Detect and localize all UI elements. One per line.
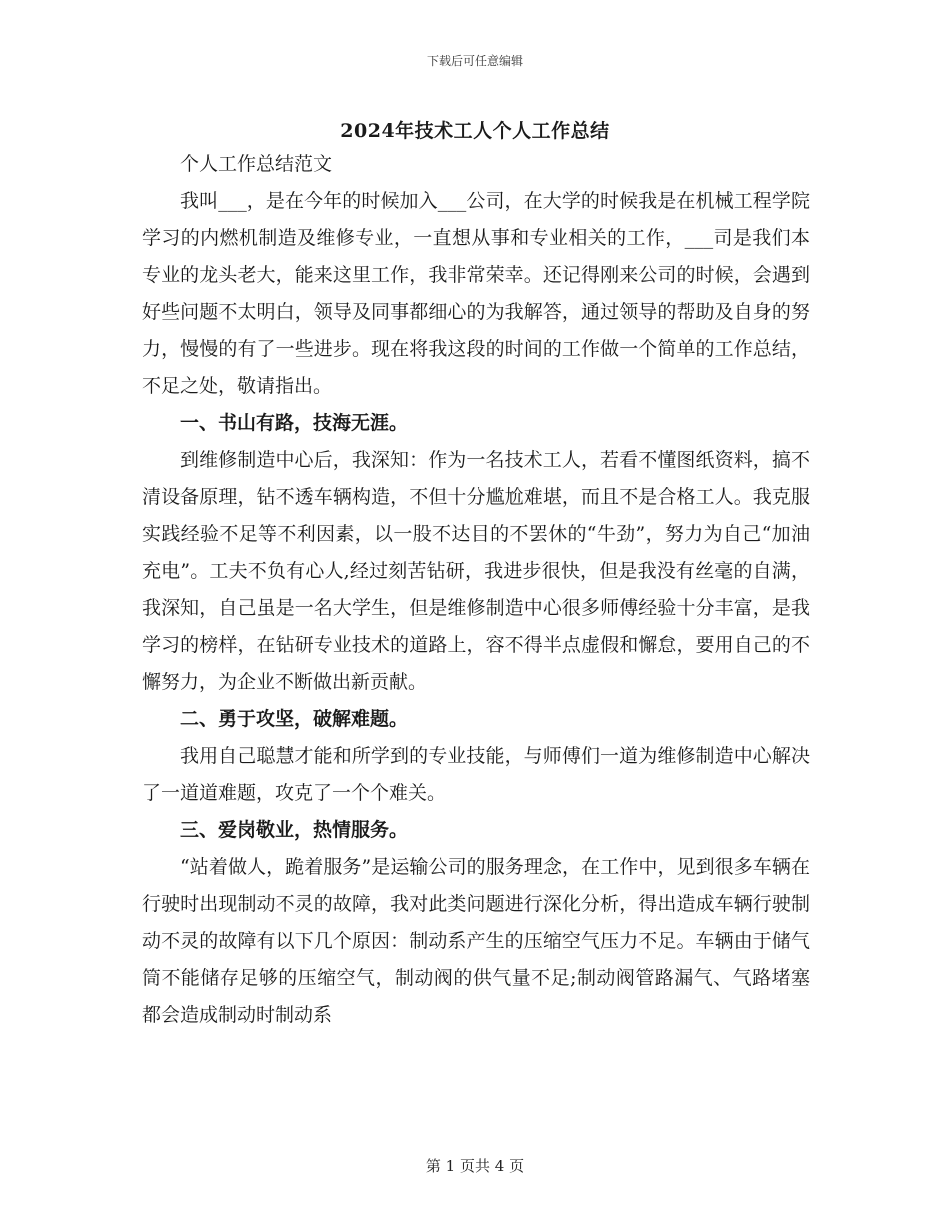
- page-header-note: 下载后可任意编辑: [426, 54, 523, 68]
- subtitle: 个人工作总结范文: [180, 153, 333, 175]
- paragraph-section-2: 我用自己聪慧才能和所学到的专业技能，与师傅们一道为维修制造中心解决了一道道难题，攻克了一个个难关。: [142, 745, 810, 804]
- document-title: 2024年技术工人个人工作总结: [340, 120, 610, 142]
- section-heading-2: 二、勇于攻坚，破解难题。: [180, 708, 409, 730]
- paragraph-section-3: “站着做人，跪着服务”是运输公司的服务理念，在工作中，见到很多车辆在行驶时出现制动不灵的故障，我对此类问题进行深化分析，得出造成车辆行驶制动不灵的故障有以下几个原因：制动系产生的压缩空气压力不足。车辆由于储气筒不能储存足够的压缩空气，制动阀的供气量不足;制动阀管路漏气、气路堵塞都会造成制动时制动系: [142, 856, 810, 1026]
- section-heading-3: 三、爱岗敬业，热情服务。: [180, 819, 409, 841]
- section-heading-1: 一、书山有路，技海无涯。: [180, 412, 409, 434]
- paragraph-section-1: 到维修制造中心后，我深知：作为一名技术工人，若看不懂图纸资料，搞不清设备原理，钻不透车辆构造，不但十分尴尬难堪，而且不是合格工人。我克服实践经验不足等不利因素，以一股不达目的不罢休的“牛劲”，努力为自己“加油充电”。工夫不负有心人,经过刻苦钻研，我进步很快，但是我没有丝毫的自满，我深知，自己虽是一名大学生，但是维修制造中心很多师傅经验十分丰富，是我学习的榜样，在钻研专业技术的道路上，容不得半点虚假和懈怠，要用自己的不懈努力，为企业不断做出新贡献。: [142, 449, 810, 693]
- page-footer: 第 1 页共 4 页: [425, 1157, 525, 1175]
- paragraph-intro: 我叫___，是在今年的时候加入___公司，在大学的时候我是在机械工程学院学习的内燃机制造及维修专业，一直想从事和专业相关的工作，___司是我们本专业的龙头老大，能来这里工作，我非常荣幸。还记得刚来公司的时候，会遇到好些问题不太明白，领导及同事都细心的为我解答，通过领导的帮助及自身的努力，慢慢的有了一些进步。现在将我这段的时间的工作做一个简单的工作总结，不足之处，敬请指出。: [142, 190, 810, 397]
- document-body: [142, 146, 810, 1034]
